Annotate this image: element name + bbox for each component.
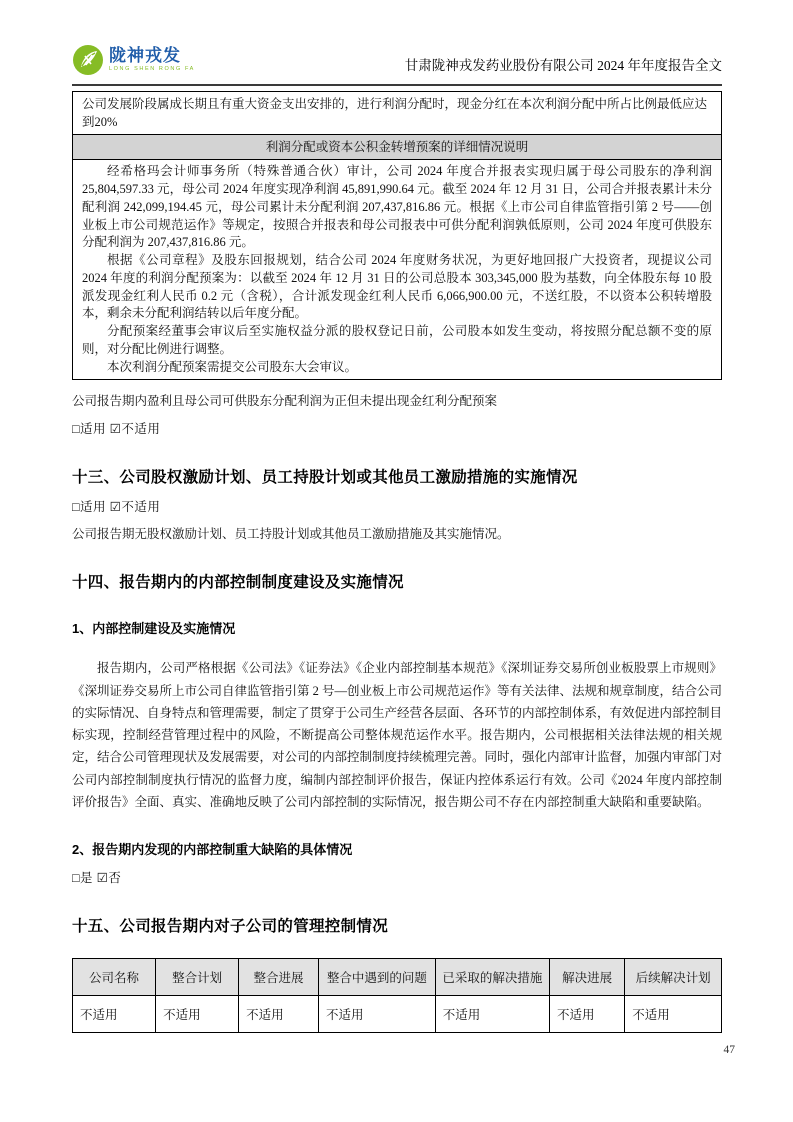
section-13-note: 公司报告期无股权激励计划、员工持股计划或其他员工激励措施及其实施情况。 [72, 527, 510, 542]
distribution-detail-cell [73, 160, 722, 380]
column-header: 公司名称 [73, 959, 156, 996]
dividend-applicability-checkboxes: □适用 ☑不适用 [72, 422, 161, 437]
table-cell: 不适用 [73, 996, 156, 1033]
detail-paragraph: 分配预案经董事会审议后至实施权益分派的股权登记日前，公司股本如发生变动，将按照分配总额不变的原则，对分配比例进行调整。 [82, 324, 712, 356]
table-cell: 不适用 [549, 996, 624, 1033]
section-14-sub1-title: 1、内部控制建设及实施情况 [72, 621, 236, 637]
table-row [73, 92, 722, 135]
detail-paragraph: 本次利润分配预案需提交公司股东大会审议。 [107, 359, 358, 374]
profit-distribution-table [72, 91, 722, 380]
section-14-sub2-checkboxes: □是 ☑否 [72, 871, 122, 886]
logo-text [109, 47, 195, 73]
detail-paragraph: 经希格玛会计师事务所（特殊普通合伙）审计，公司 2024 年度合并报表实现归属于母公司股东的净利润 25,804,597.33 元，母公司 2024 年度实现净利润 45,891,990.64 元。截至 2024 年 12 月 31 日，公司合并报表累计未分配利润 242,099,194.45 元，母公司累计未分配利润 207,437,816.86 元。根据《上市公司自律监管指引第 2 号——创业板上市公司规范运作》等规定，按照合并报表和母公司报表中可供分配利润孰低原则，公司 2024 年度可供股东分配利润为 207,437,816.86 元。 [82, 164, 712, 250]
table-cell: 不适用 [239, 996, 319, 1033]
logo-english-name: LONG SHEN RONG FA [109, 66, 195, 73]
leaf-logo-icon [72, 44, 104, 76]
section-14-title: 十四、报告期内的内部控制制度建设及实施情况 [72, 574, 404, 592]
section-13-title: 十三、公司股权激励计划、员工持股计划或其他员工激励措施的实施情况 [72, 469, 578, 487]
column-header: 整合中遇到的问题 [318, 959, 435, 996]
page-number: 47 [723, 1044, 735, 1056]
logo-chinese-name: 陇神戎发 [109, 46, 181, 66]
table-header-row [73, 959, 722, 996]
table-cell: 不适用 [156, 996, 239, 1033]
distribution-detail-header-cell: 利润分配或资本公积金转增预案的详细情况说明 [73, 135, 722, 160]
document-title: 甘肃陇神戎发药业股份有限公司 2024 年年度报告全文 [404, 58, 722, 73]
table-cell: 不适用 [625, 996, 722, 1033]
distribution-condition-cell: 公司发展阶段属成长期且有重大资金支出安排的，进行利润分配时，现金分红在本次利润分配中所占比例最低应达到20% [73, 92, 722, 135]
company-logo [72, 44, 195, 76]
column-header: 已采取的解决措施 [435, 959, 549, 996]
column-header: 解决进展 [549, 959, 624, 996]
table-row [73, 135, 722, 160]
no-dividend-proposal-note: 公司报告期内盈利且母公司可供股东分配利润为正但未提出现金红利分配预案 [72, 394, 498, 409]
section-15-title: 十五、公司报告期内对子公司的管理控制情况 [72, 918, 389, 936]
table-row [73, 160, 722, 380]
section-14-sub2-title: 2、报告期内发现的内部控制重大缺陷的具体情况 [72, 842, 353, 858]
column-header: 整合进展 [239, 959, 319, 996]
table-cell: 不适用 [435, 996, 549, 1033]
table-cell: 不适用 [318, 996, 435, 1033]
page-header [72, 44, 722, 86]
column-header: 整合计划 [156, 959, 239, 996]
table-row [73, 996, 722, 1033]
internal-control-paragraph: 报告期内，公司严格根据《公司法》《证券法》《企业内部控制基本规范》《深圳证券交易所创业板股票上市规则》《深圳证券交易所上市公司自律监管指引第 2 号—创业板上市公司规范运作》等有关法律、法规和规章制度，结合公司的实际情况、自身特点和管理需要，制定了贯穿于公司生产经营各层面、各环节的内部控制体系，有效促进内部控制目标实现，控制经营管理过程中的风险，不断提高公司整体规范运作水平。报告期内，公司根据相关法律法规的相关规定，结合公司管理现状及发展需要，对公司的内部控制制度持续梳理完善。同时，强化内部审计监督，加强内审部门对公司内部控制制度执行情况的监督力度，编制内部控制评价报告，保证内控体系运行有效。公司《2024 年度内部控制评价报告》全面、真实、准确地反映了公司内部控制的实际情况，报告期公司不存在内部控制重大缺陷和重要缺陷。 [72, 661, 723, 809]
subsidiary-control-table [72, 958, 722, 1033]
column-header: 后续解决计划 [625, 959, 722, 996]
detail-paragraph: 根据《公司章程》及股东回报规划，结合公司 2024 年度财务状况，为更好地回报广大投资者，现提议公司 2024 年度的利润分配预案为：以截至 2024 年 12 月 31 日的公司总股本 303,345,000 股为基数，向全体股东每 10 股派发现金红利人民币 0.2 元（含税），合计派发现金红利人民币 6,066,900.00 元，不送红股，不以资本公积转增股本，剩余未分配利润结转以后年度分配。 [82, 253, 712, 321]
section-13-applicability-checkboxes: □适用 ☑不适用 [72, 500, 161, 515]
